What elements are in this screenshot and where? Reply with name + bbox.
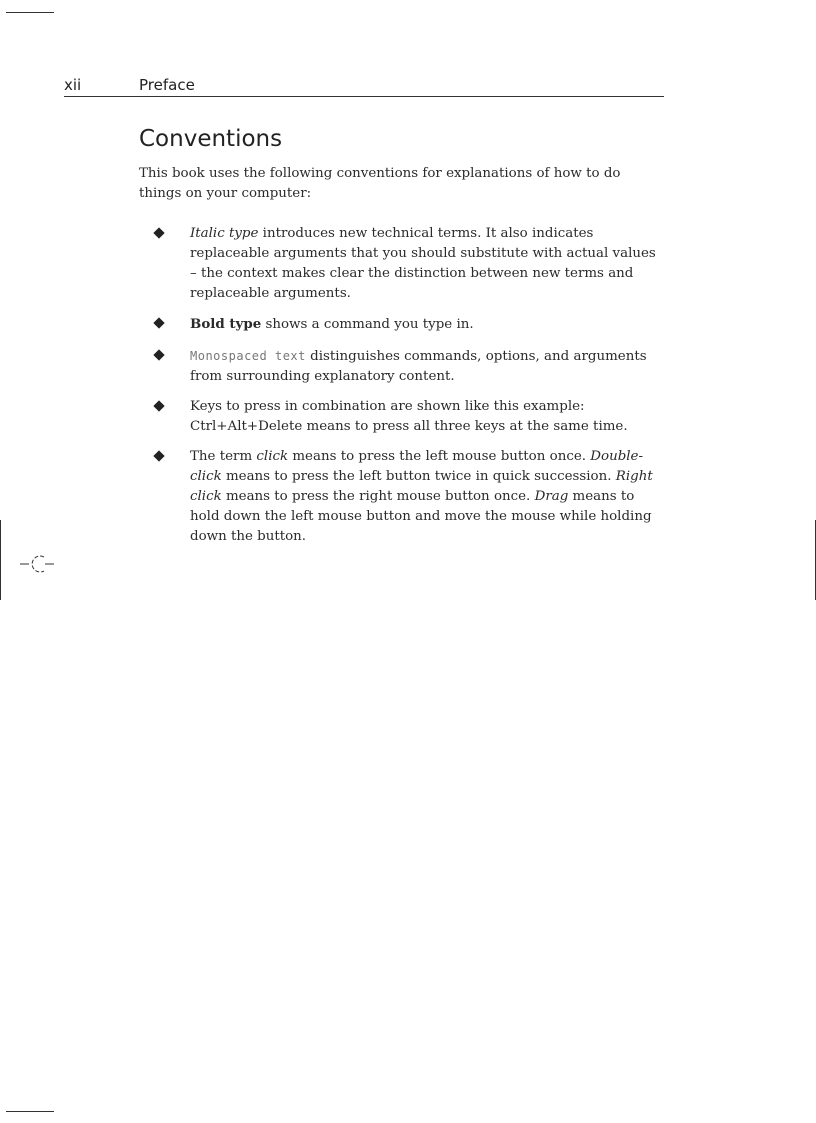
page-number: xii: [64, 76, 82, 94]
diamond-bullet-icon: [153, 349, 164, 360]
diamond-bullet-icon: [153, 317, 164, 328]
crop-mark-bottom-left: [6, 1111, 54, 1112]
item-text: shows a command you type in.: [261, 317, 474, 332]
section-title: Conventions: [139, 126, 283, 152]
crop-mark-left-edge: [0, 520, 1, 600]
list-item-keys: [154, 397, 666, 437]
click-term: click: [256, 449, 289, 464]
list-item-bold: [154, 314, 666, 335]
diamond-bullet-icon: [153, 450, 164, 461]
item-text: means to press the right mouse button once.: [221, 489, 535, 504]
intro-paragraph: This book uses the following conventions for explanations of how to do things on your computer:: [139, 166, 621, 201]
list-item-monospaced: [154, 346, 666, 387]
chapter-name: Preface: [139, 76, 195, 94]
drag-term: Drag: [534, 489, 569, 504]
italic-term: Italic type: [190, 226, 259, 241]
right-click-term: Right click: [190, 469, 653, 504]
list-item-mouse: [154, 447, 666, 547]
item-text: means to press the left mouse button once.: [288, 449, 591, 464]
registration-mark-icon: [18, 549, 58, 579]
list-item-italic: [154, 224, 666, 304]
item-text: distinguishes commands, options, and arguments from surrounding explanatory content.: [190, 349, 647, 384]
item-text: The term: [190, 449, 257, 464]
running-head: [64, 76, 664, 97]
crop-mark-top-left: [6, 12, 54, 13]
item-text: introduces new technical terms. It also indicates replaceable arguments that you should substitute with actual values – the context makes clear the distinction between new terms and replaceable arguments.: [190, 226, 656, 301]
item-text: Keys to press in combination are shown like this example: Ctrl+Alt+Delete means to press all three keys at the same time.: [190, 399, 628, 434]
monospaced-term: Monospaced text: [190, 349, 306, 363]
diamond-bullet-icon: [153, 400, 164, 411]
diamond-bullet-icon: [153, 227, 164, 238]
conventions-list: [154, 224, 666, 557]
item-text: means to press the left button twice in quick succession.: [221, 469, 616, 484]
item-text: means to hold down the left mouse button and move the mouse while holding down the button.: [190, 489, 652, 544]
bold-term: Bold type: [190, 316, 262, 332]
double-click-term: Double-click: [190, 449, 643, 484]
